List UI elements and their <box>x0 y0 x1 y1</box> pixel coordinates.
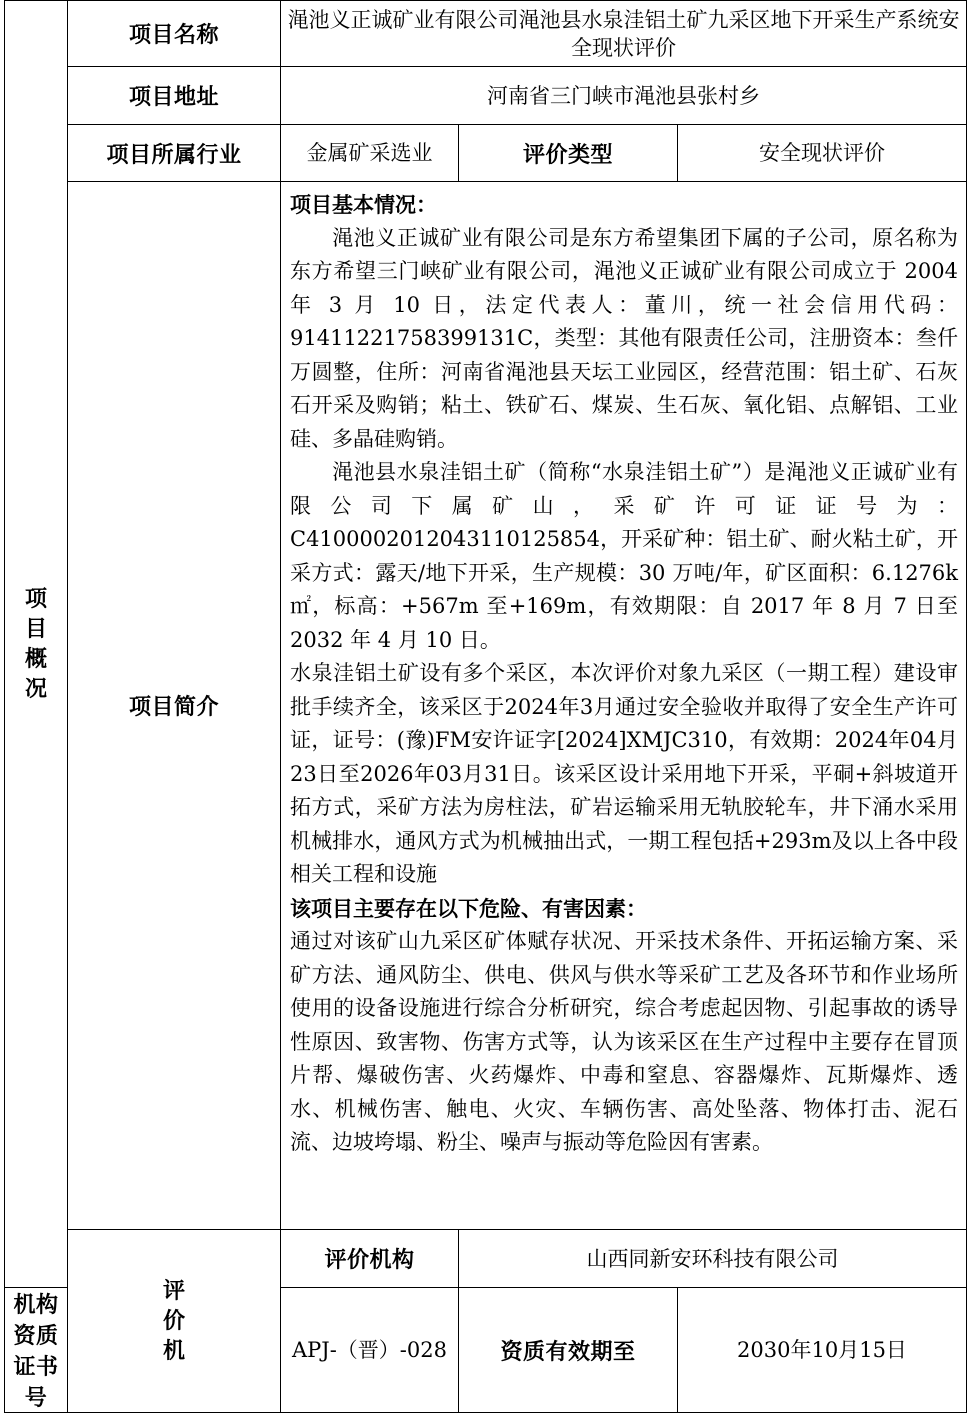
intro-paragraph-company: 渑池义正诚矿业有限公司是东方希望集团下属的子公司，原名称为东方希望三门峡矿业有限公司，渑池义正诚矿业有限公司成立于 2004 年 3 月 10 日，法定代表人：董川，统一社会信用代码：91411221758399131C，类型：其他有限责任公司，注册资本：叁仟万圆整，住所：河南省渑池县天坛工业园区，经营范围：铝土矿、石灰石开采及购销；粘土、铁矿石、煤炭、生石灰、氧化铝、点解铝、工业硅、多晶硅购销。 <box>290 225 958 451</box>
intro-content <box>281 182 967 1230</box>
intro-paragraph-mining-area: 水泉洼铝土矿设有多个采区，本次评价对象九采区（一期工程）建设审批手续齐全，该采区于2024年3月通过安全验收并取得了安全生产许可证，证号：(豫)FM安许证字[2024]XMJC310，有效期：2024年04月23日至2026年03月31日。该采区设计采用地下开采，平硐+斜坡道开拓方式，采矿方法为房柱法，矿岩运输采用无轨胶轮车，井下涌水采用机械排水，通风方式为机械抽出式，一期工程包括+293m及以上各中段相关工程和设施 <box>290 661 958 886</box>
validity-value: 2030年10月15日 <box>678 1288 967 1413</box>
org-group-label: 评 价 机 <box>68 1230 281 1413</box>
industry-value: 金属矿采选业 <box>281 125 459 182</box>
org-value: 山西同新安环科技有限公司 <box>459 1230 967 1288</box>
cert-value: APJ-（晋）-028 <box>281 1288 459 1413</box>
project-info-table <box>4 0 967 1413</box>
row-project-name <box>5 1 967 67</box>
intro-paragraph-mine: 渑池县水泉洼铝土矿（简称“水泉洼铝土矿”）是渑池义正诚矿业有限公司下属矿山，采矿许可证证号为：C4100002012043110125854，开采矿种：铝土矿、耐火粘土矿，开采方式：露天/地下开采，生产规模：30 万吨/年，矿区面积：6.1276k ㎡，标高：+567m 至+169m，有效期限：自 2017 年 8 月 7 日至 2032 年 4 月 10 日。 <box>290 460 958 652</box>
project-address-value: 河南省三门峡市渑池县张村乡 <box>281 67 967 125</box>
validity-label: 资质有效期至 <box>459 1288 678 1413</box>
overview-group-label: 项 目 概 况 <box>5 1 68 1288</box>
org-label: 评价机构 <box>281 1230 459 1288</box>
row-project-address <box>5 67 967 125</box>
hazard-heading: 该项目主要存在以下危险、有害因素： <box>290 895 647 921</box>
basic-info-heading: 项目基本情况： <box>290 192 437 217</box>
row-eval-org <box>5 1230 967 1288</box>
row-industry <box>5 125 967 182</box>
intro-label: 项目简介 <box>68 182 281 1230</box>
eval-type-value: 安全现状评价 <box>678 125 967 182</box>
project-name-label: 项目名称 <box>68 1 281 67</box>
eval-type-label: 评价类型 <box>459 125 678 182</box>
hazard-paragraph: 通过对该矿山九采区矿体赋存状况、开采技术条件、开拓运输方案、采矿方法、通风防尘、供电、供风与供水等采矿工艺及各环节和作业场所使用的设备设施进行综合分析研究，综合考虑起因物、引起事故的诱导性原因、致害物、伤害方式等，认为该采区在生产过程中主要存在冒顶片帮、爆破伤害、火药爆炸、中毒和窒息、容器爆炸、瓦斯爆炸、透水、机械伤害、触电、火灾、车辆伤害、高处坠落、物体打击、泥石流、边坡垮塌、粉尘、噪声与振动等危险因有害素。 <box>290 929 958 1154</box>
project-address-label: 项目地址 <box>68 67 281 125</box>
project-name-value: 渑池义正诚矿业有限公司渑池县水泉洼铝土矿九采区地下开采生产系统安全现状评价 <box>281 1 967 67</box>
industry-label: 项目所属行业 <box>68 125 281 182</box>
cert-label: 机构资质证书号 <box>5 1288 68 1413</box>
row-project-intro <box>5 182 967 1230</box>
